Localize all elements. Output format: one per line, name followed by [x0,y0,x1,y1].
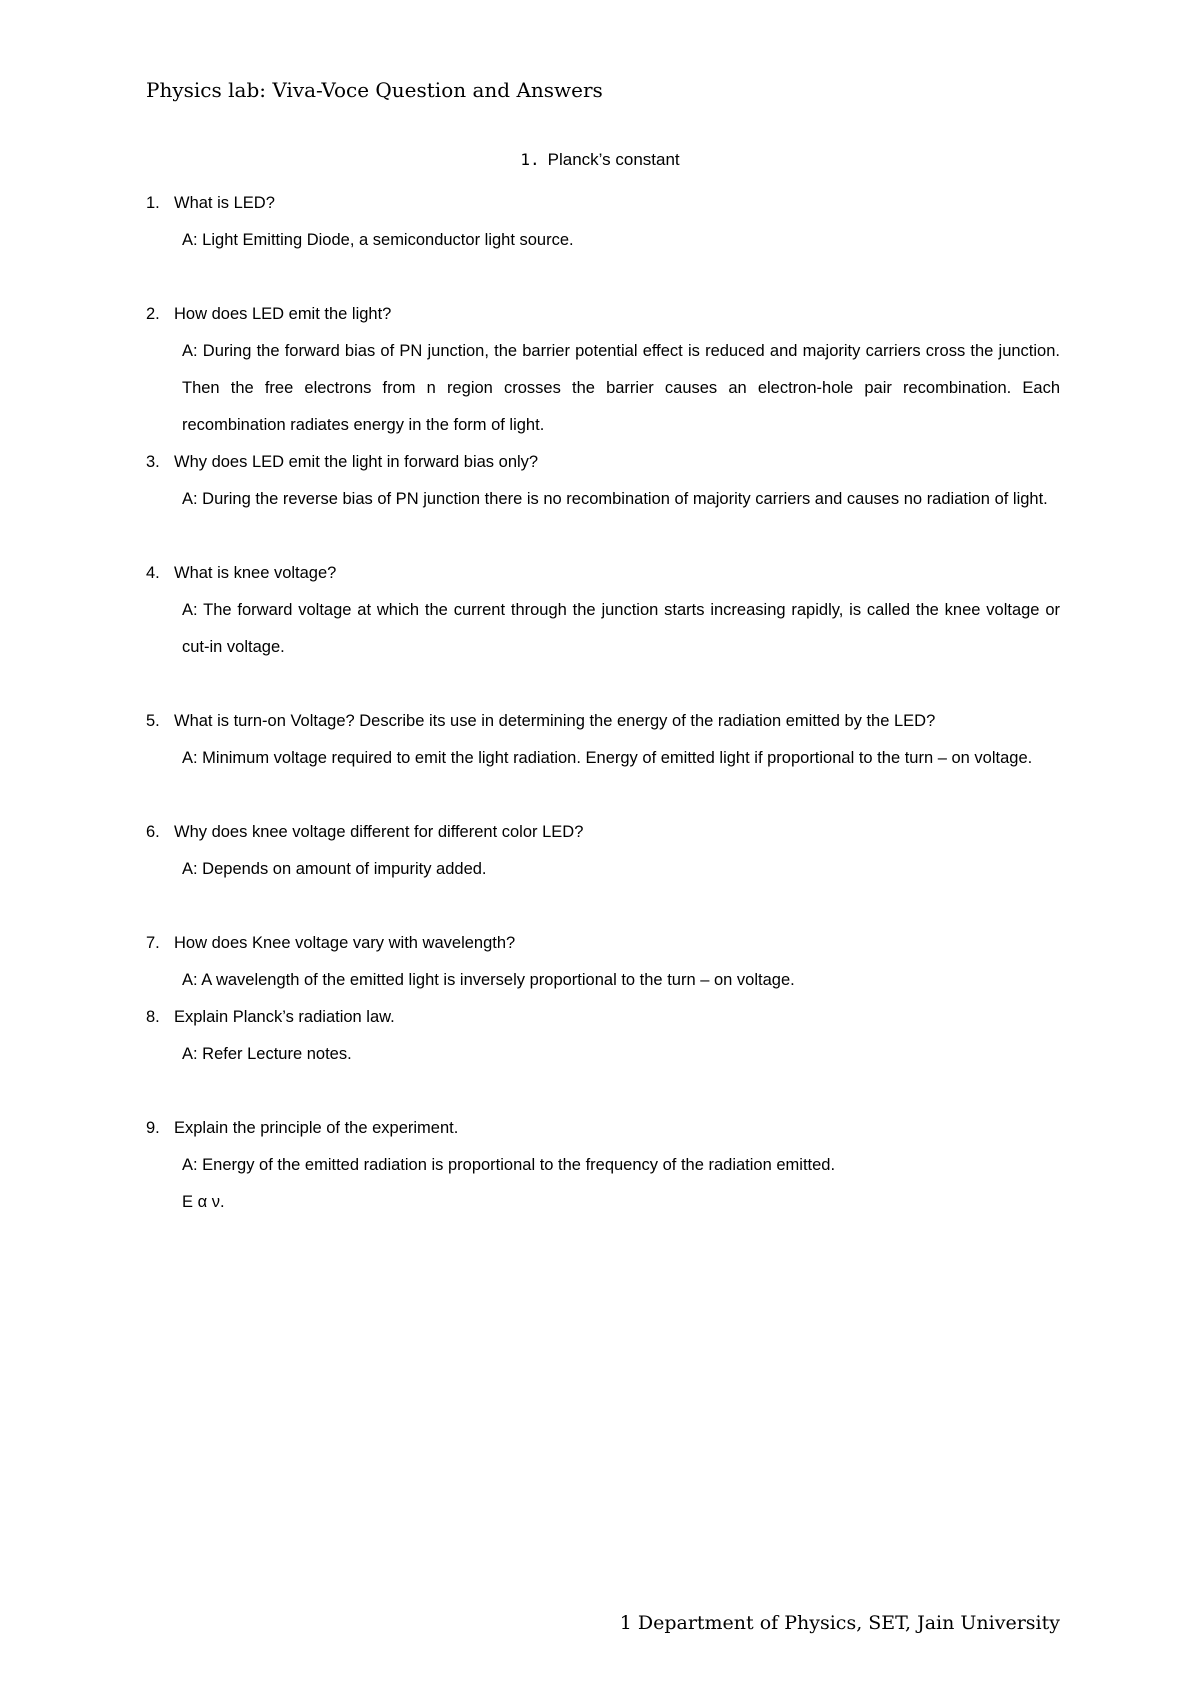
qa-item-9 [146,1110,1060,1221]
answer-text: A: The forward voltage at which the current through the junction starts increasing rapidly, is called the knee voltage or cut-in voltage. [182,601,1060,656]
question-number: 6. [146,823,160,841]
spacer [146,259,1060,296]
question-text: Why does knee voltage different for different color LED? [174,823,584,841]
section-number: 1. [520,150,540,169]
qa-item-8 [146,999,1060,1073]
question-number: 9. [146,1119,160,1137]
answer-text: A: During the forward bias of PN junction, the barrier potential effect is reduced and majority carriers cross the junction. Then the free electrons from n region crosses the barrier causes an electron-hole pair recombination. Each recombination radiates energy in the form of light. [182,342,1060,434]
question [146,1110,1060,1147]
qa-item-6 [146,814,1060,888]
question [146,925,1060,962]
section-title: Planck’s constant [547,150,680,169]
answer-text: A: A wavelength of the emitted light is inversely proportional to the turn – on voltage. [182,971,795,989]
question-text: How does Knee voltage vary with wavelength? [174,934,516,952]
qa-item-3 [146,444,1060,518]
question-number: 4. [146,564,160,582]
question-text: What is LED? [174,194,275,212]
question [146,814,1060,851]
question-number: 2. [146,305,160,323]
spacer [146,666,1060,703]
question-number: 7. [146,934,160,952]
spacer [146,777,1060,814]
question-text: How does LED emit the light? [174,305,392,323]
qa-list [146,185,1060,1221]
question-text: Explain Planck’s radiation law. [174,1008,395,1026]
qa-item-7 [146,925,1060,999]
answer-text: A: Refer Lecture notes. [182,1045,352,1063]
question-text: What is turn-on Voltage? Describe its use in determining the energy of the radiation emitted by the LED? [174,712,936,730]
formula: E α ν. [182,1193,225,1211]
spacer [146,888,1060,925]
qa-item-5 [146,703,1060,777]
page-footer: 1 Department of Physics, SET, Jain University [619,1612,1060,1634]
answer-text: A: Light Emitting Diode, a semiconductor light source. [182,231,574,249]
spacer [146,1073,1060,1110]
answer-text: A: Minimum voltage required to emit the light radiation. Energy of emitted light if proportional to the turn – on voltage. [182,749,1033,767]
page-title: Physics lab: Viva-Voce Question and Answers [146,78,603,102]
answer-text: A: Depends on amount of impurity added. [182,860,487,878]
answer-text: A: Energy of the emitted radiation is proportional to the frequency of the radiation emitted. [182,1156,836,1174]
answer-text: A: During the reverse bias of PN junction there is no recombination of majority carriers and causes no radiation of light. [182,490,1048,508]
section-heading [0,148,1200,172]
question [146,555,1060,592]
question-number: 8. [146,1008,160,1026]
question [146,999,1060,1036]
question [146,185,1060,222]
qa-item-1 [146,185,1060,259]
question [146,444,1060,481]
question-text: What is knee voltage? [174,564,337,582]
question-text: Explain the principle of the experiment. [174,1119,459,1137]
question-text: Why does LED emit the light in forward bias only? [174,453,539,471]
question-number: 5. [146,712,160,730]
question-number: 1. [146,194,160,212]
question [146,296,1060,333]
question-number: 3. [146,453,160,471]
qa-item-4 [146,555,1060,666]
qa-item-2 [146,296,1060,444]
question [146,703,1060,740]
spacer [146,518,1060,555]
